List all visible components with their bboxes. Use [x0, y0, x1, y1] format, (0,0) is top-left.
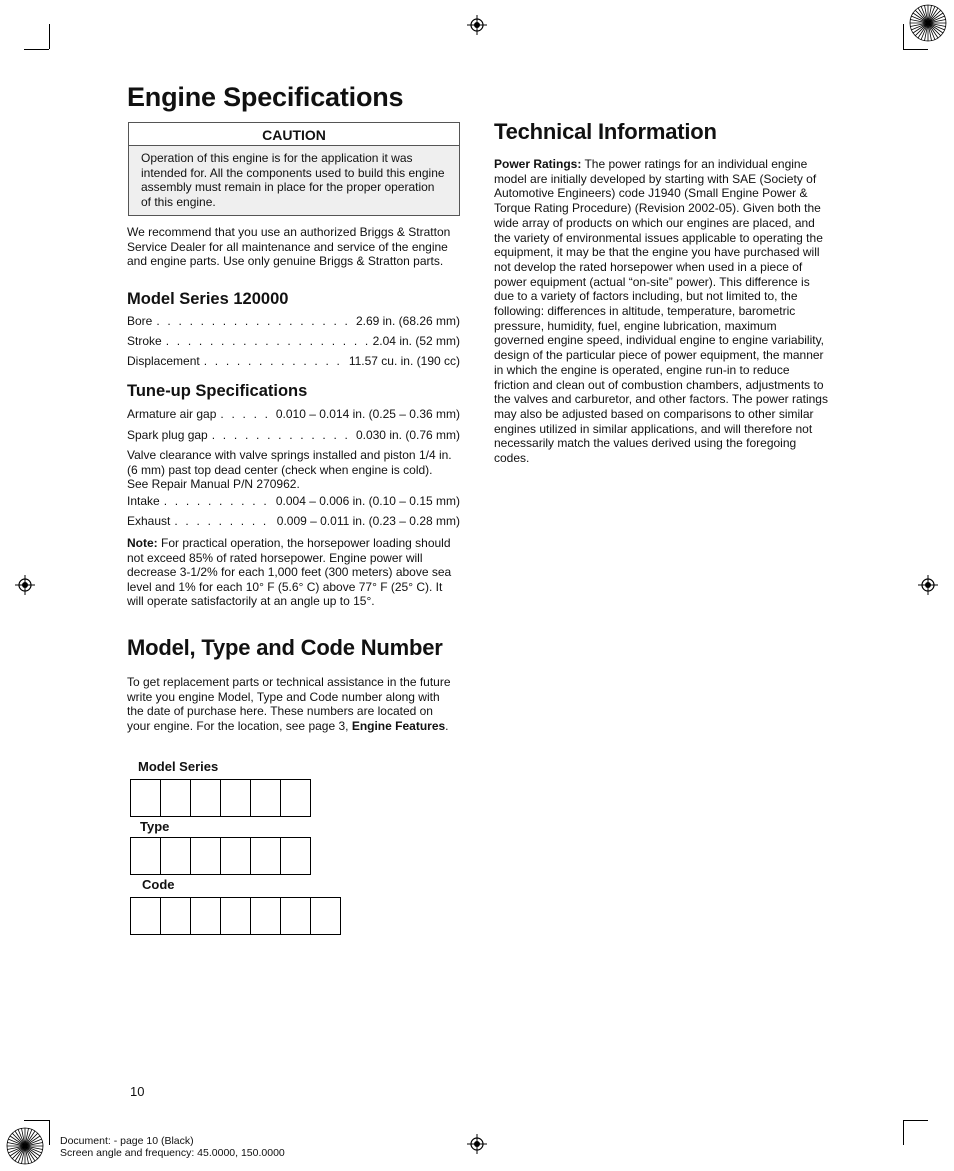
power-ratings-text: The power ratings for an individual engine model are initially developed by starting with SAE (Society of Automotive Engineers) code J1940 (Small Engine Power & Torque Rating Procedure) (Revision 2002-05). Given both the wide array of products on which our engines are placed, and the variety of environmental issues applicable to operating the equipment, it may be that the engine you have purchased will not develop the rated horsepower when used in a piece of power equipment (actual “on-site” power). This difference is due to a variety of factors including, but not limited to, the following: differences in altitude, temperature, barometric pressure, humidity, fuel, engine lubrication, maximum governed engine speed, individual engine to engine variability, design of the particular piece of power equipment, the manner in which the engine is operated, engine run-in to reduce friction and clean out of combustion chambers, adjustments to the valves and carburetor, and other factors. The power ratings may also be adjusted based on comparisons to other similar engines utilized in similar applications, and will therefore not necessarily match the values derived using the foregoing codes. [494, 157, 828, 466]
footer-line: Screen angle and frequency: 45.0000, 150.0000 [60, 1147, 285, 1159]
spec-row-spark-plug [127, 428, 460, 442]
entry-box[interactable] [250, 837, 281, 875]
engine-features-ref: Engine Features [351, 718, 446, 733]
spec-value: 2.04 in. (52 mm) [372, 334, 460, 348]
spec-label: Bore [127, 314, 153, 328]
spec-label: Intake [127, 494, 160, 508]
entry-box[interactable] [190, 897, 221, 935]
spec-row-exhaust [127, 514, 460, 528]
model-series-heading: Model Series 120000 [127, 290, 289, 308]
spec-label: Armature air gap [127, 407, 217, 421]
leader-dots [166, 334, 369, 348]
code-boxes [130, 897, 341, 935]
starburst-mark-icon [6, 1127, 44, 1165]
entry-box[interactable] [280, 779, 311, 817]
entry-box[interactable] [250, 779, 281, 817]
entry-box[interactable] [190, 837, 221, 875]
leader-dots [220, 407, 272, 421]
entry-box[interactable] [160, 837, 191, 875]
spec-row-intake [127, 494, 460, 508]
spec-value: 0.004 – 0.006 in. (0.10 – 0.15 mm) [275, 494, 460, 508]
entry-box[interactable] [130, 779, 161, 817]
tuneup-heading: Tune-up Specifications [127, 382, 308, 400]
spec-value: 0.010 – 0.014 in. (0.25 – 0.36 mm) [275, 407, 460, 421]
spec-label: Exhaust [127, 514, 171, 528]
note-text: For practical operation, the horsepower loading should not exceed 85% of rated horsepower. Engine power will decrease 3-1/2% for each 1,000 feet (300 meters) above sea level and 1% for each 10° F (5.6° C) above 77° F (25° C). It will operate satisfactorily at an angle up to 15°. [127, 536, 452, 608]
entry-box[interactable] [220, 837, 251, 875]
leader-dots [204, 354, 345, 368]
crop-mark [903, 49, 928, 50]
crop-mark [49, 24, 50, 49]
leader-dots [164, 494, 272, 508]
spec-label: Stroke [127, 334, 162, 348]
technical-info-heading: Technical Information [494, 119, 717, 144]
footer-line: Document: - page 10 (Black) [60, 1135, 194, 1147]
paragraph-text: . [445, 718, 449, 733]
spec-value: 2.69 in. (68.26 mm) [355, 314, 460, 328]
registration-mark-icon [467, 1134, 487, 1154]
code-label: Code [142, 877, 175, 892]
valve-clearance-text: Valve clearance with valve springs installed and piston 1/4 in. (6 mm) past top dead center (check when engine is cold). See Repair Manual P/N 270962. [127, 448, 452, 491]
spec-row-bore [127, 314, 460, 328]
model-type-code-heading: Model, Type and Code Number [127, 635, 443, 660]
entry-box[interactable] [280, 837, 311, 875]
registration-mark-icon [15, 575, 35, 595]
crop-mark [903, 1120, 904, 1145]
entry-box[interactable] [130, 897, 161, 935]
caution-text: Operation of this engine is for the application it was intended for. All the components used to build this engine assembly must remain in place for the proper operation of this engine. [129, 146, 459, 215]
model-series-label: Model Series [138, 759, 219, 774]
starburst-mark-icon [909, 4, 947, 42]
model-series-boxes [130, 779, 311, 817]
leader-dots [156, 314, 352, 328]
entry-box[interactable] [160, 897, 191, 935]
entry-box[interactable] [130, 837, 161, 875]
crop-mark [24, 49, 49, 50]
caution-box [128, 122, 460, 216]
page-number: 10 [130, 1084, 145, 1099]
paragraph-text: To get replacement parts or technical assistance in the future write you engine Model, Type and Code number along with the date of purchase here. These numbers are located on your engine. For the location, see page 3, [127, 675, 451, 733]
power-ratings-paragraph [494, 157, 828, 466]
type-label: Type [140, 819, 170, 834]
caution-heading: CAUTION [129, 123, 459, 146]
note-label: Note: [127, 536, 158, 550]
power-ratings-label: Power Ratings: [494, 157, 582, 171]
entry-box[interactable] [220, 897, 251, 935]
crop-mark [903, 1120, 928, 1121]
leader-dots [212, 428, 352, 442]
page-title: Engine Specifications [127, 82, 404, 112]
print-footer [60, 1135, 285, 1159]
model-type-code-paragraph [127, 675, 457, 733]
crop-mark [24, 1120, 49, 1121]
entry-box[interactable] [310, 897, 341, 935]
entry-box[interactable] [160, 779, 191, 817]
crop-mark [903, 24, 904, 49]
spec-row-displacement [127, 354, 460, 368]
spec-label: Spark plug gap [127, 428, 208, 442]
spec-value: 11.57 cu. in. (190 cc) [348, 354, 460, 368]
spec-row-stroke [127, 334, 460, 348]
registration-mark-icon [918, 575, 938, 595]
leader-dots [174, 514, 272, 528]
entry-box[interactable] [190, 779, 221, 817]
spec-row-armature [127, 407, 460, 421]
type-boxes [130, 837, 311, 875]
entry-box[interactable] [250, 897, 281, 935]
spec-value: 0.009 – 0.011 in. (0.23 – 0.28 mm) [276, 514, 460, 528]
registration-mark-icon [467, 15, 487, 35]
crop-mark [49, 1120, 50, 1145]
spec-value: 0.030 in. (0.76 mm) [355, 428, 460, 442]
entry-box[interactable] [280, 897, 311, 935]
entry-box[interactable] [220, 779, 251, 817]
spec-label: Displacement [127, 354, 200, 368]
note-paragraph [127, 536, 461, 609]
recommend-paragraph: We recommend that you use an authorized Briggs & Stratton Service Dealer for all maintenance and service of the engine and engine parts. Use only genuine Briggs & Stratton parts. [127, 225, 451, 268]
